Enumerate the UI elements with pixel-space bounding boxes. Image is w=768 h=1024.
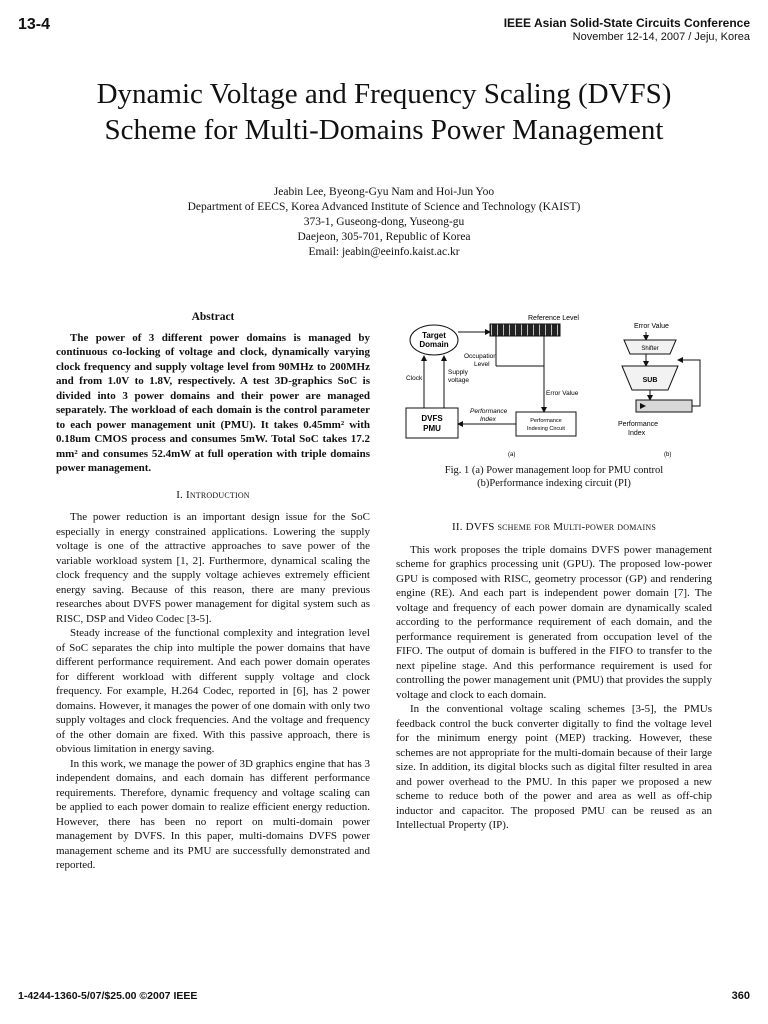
occupation-level-label-1: Occupation bbox=[464, 353, 497, 360]
error-value-a-label: Error Value bbox=[546, 390, 579, 397]
author-address-2: Daejeon, 305-701, Republic of Korea bbox=[297, 231, 471, 243]
shifter-label: Shifter bbox=[641, 346, 659, 352]
title-line-2: Scheme for Multi-Domains Power Management bbox=[104, 114, 664, 146]
figure-caption-line-2: (b)Performance indexing circuit (PI) bbox=[477, 478, 631, 489]
dvfs-pmu-block bbox=[406, 408, 458, 438]
figure-caption-line-1: Fig. 1 (a) Power management loop for PMU control bbox=[444, 465, 664, 476]
author-affiliation: Department of EECS, Korea Advanced Institute of Science and Technology (KAIST) bbox=[187, 201, 581, 213]
section-2-paragraph-1: This work proposes the triple domains DVFS power management scheme for graphics processing unit (GPU). The proposed low-power GPU is composed with RISC, geometry processor (GP) and rendering engine (RE). And each part is independent power domain [7]. The voltage and frequency of each power domain are dynamically scaled according to the performance requirement of each domain, and the performance requirement is generated from occupation level of the FIFO. The output of domain is buffered in the FIFO to transfer to the next pipeline stage. And this performance requirement is used for controlling the power management unit (PMU) that provides the supply voltage and clock to each domain. bbox=[396, 543, 712, 701]
error-value-b-label: Error Value bbox=[634, 323, 669, 330]
title-line-1: Dynamic Voltage and Frequency Scaling (DVFS) bbox=[96, 78, 672, 110]
reference-level-label: Reference Level bbox=[528, 315, 579, 322]
clock-label: Clock bbox=[406, 375, 423, 382]
author-address-1: 373-1, Guseong-dong, Yuseong-gu bbox=[303, 216, 465, 228]
pic-label-2: Indexing Circuit bbox=[527, 426, 565, 432]
figure-1-caption bbox=[396, 464, 712, 490]
pic-label-1: Performance bbox=[530, 418, 562, 424]
feedback-arrow bbox=[678, 360, 700, 406]
author-block bbox=[0, 185, 768, 260]
dvfs-pmu-label-2: PMU bbox=[423, 424, 441, 433]
section-1-heading: I. Introduction bbox=[176, 488, 250, 501]
section-1-paragraph-1: The power reduction is an important design issue for the SoC especially in energy constrained applications. Lowering the supply voltage is one of the attractive approaches to save power of the variable workload system [1, 2]. Furthermore, dynamical scaling the clock frequency and the supply voltage achieves extremely efficient energy saving. Because of this reason, there are many previous researches about DVFS power management for digital system such as RISC, DSP and Video Codec [3-5]. bbox=[56, 511, 370, 625]
supply-voltage-label-1: Supply bbox=[448, 369, 468, 376]
target-domain-label-2: Domain bbox=[419, 340, 449, 349]
section-2-heading: II. DVFS scheme for Multi-power domains bbox=[451, 521, 657, 533]
supply-voltage-label-2: voltage bbox=[448, 377, 469, 384]
sub-label: SUB bbox=[642, 377, 658, 384]
target-domain-label-1: Target bbox=[422, 331, 446, 340]
author-email: Email: jeabin@eeinfo.kaist.ac.kr bbox=[308, 246, 460, 258]
performance-index-a-label-2: Index bbox=[480, 416, 496, 423]
section-2-paragraph-2: In the conventional voltage scaling schemes [3-5], the PMUs feedback control the buck converter digitally to find the voltage level for the minimum energy point (MEP) tracking. However, these schemes are not appropriate for the multi-domain because of their large size. In addition, its digital blocks such as digital filter resulted in area and power overhead to the PMU. In this paper we proposed a new scheme to reduce both of the power and area as well as off-chip inductor and capacitor. The proposed PMU can be reused as an Intellectual Property (IP). bbox=[396, 703, 712, 831]
footer-copyright: 1-4244-1360-5/07/$25.00 ©2007 IEEE bbox=[18, 990, 198, 1002]
figure-label-a: (a) bbox=[508, 452, 516, 458]
abstract-heading: Abstract bbox=[191, 311, 235, 323]
occupation-level-label-2: Level bbox=[474, 361, 490, 368]
section-1-paragraph-2: Steady increase of the functional complexity and integration level of SoC separates the chip into multiple the power domains that have different performance requirement. And each power domain operates for different workload with different supply voltage and clock frequency. For example, H.264 Codec, reported in [6], has 2 power domains. However, it manages the power of one domain with only two supply voltages and clock frequencies. And the voltage and frequency of the other domain are fixed. With this passive approach, there is obvious limitation in energy saving. bbox=[56, 627, 370, 755]
page-number: 360 bbox=[731, 990, 750, 1002]
figure-1 bbox=[396, 310, 712, 460]
session-number: 13-4 bbox=[18, 16, 51, 33]
left-column bbox=[56, 310, 370, 873]
figure-1-diagram bbox=[396, 310, 712, 460]
conference-date: November 12-14, 2007 / Jeju, Korea bbox=[572, 31, 750, 43]
performance-index-b-label-1: Performance bbox=[618, 421, 659, 428]
fifo-buffer bbox=[490, 324, 560, 336]
performance-indexing-circuit-block bbox=[516, 412, 576, 436]
section-1-paragraph-3: In this work, we manage the power of 3D graphics engine that has 3 independent domains, and each domain has different performance requirements. Therefore, dynamic frequency and voltage scaling can be applied to each power domain to realize efficient energy reduction. However, there has been no report on multi-domain power management by DVFS. In this paper, multi-domains DVFS power management scheme and its PMU are successfully demonstrated and reported. bbox=[56, 757, 370, 871]
performance-index-b-label-2: Index bbox=[628, 430, 646, 437]
dvfs-pmu-label-1: DVFS bbox=[421, 414, 443, 423]
abstract-text: The power of 3 different power domains is managed by continuous co-locking of voltage and clock, dynamically varying clock frequency and supply voltage level from 90MHz to 200MHz and from 1.0V to 1.8V, respectively. A test 3D-graphics SoC is divided into 3 power domains and their power are managed separately. The workload of each domain is the control parameter to each power management unit (PMU). It takes 0.45mm² with 0.18um CMOS process and consumes 5mW. Total SoC takes 17.2 mm² and consumes 52.4mW at full operation with triple domains power management. bbox=[56, 331, 370, 474]
figure-label-b: (b) bbox=[664, 452, 672, 458]
right-column bbox=[396, 310, 712, 833]
performance-index-a-label-1: Performance bbox=[470, 408, 508, 415]
author-names: Jeabin Lee, Byeong-Gyu Nam and Hoi-Jun Yoo bbox=[273, 186, 495, 198]
paper-title bbox=[0, 76, 768, 148]
conference-name: IEEE Asian Solid-State Circuits Conference bbox=[503, 16, 750, 30]
